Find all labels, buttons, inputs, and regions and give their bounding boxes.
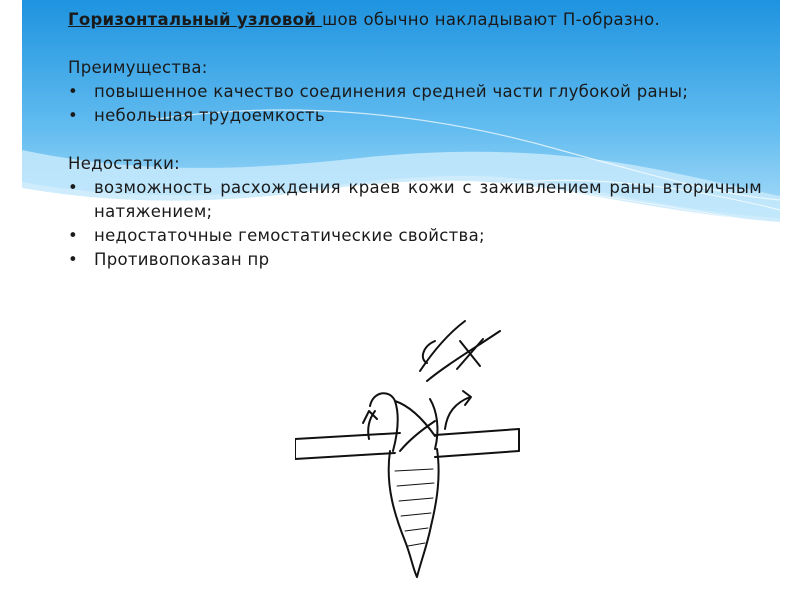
advantages-list [68, 80, 762, 128]
list-item [68, 176, 762, 224]
list-item [68, 224, 762, 248]
needle-thread [420, 321, 500, 381]
disadvantages-list [68, 176, 762, 272]
thread-crossing [395, 401, 435, 451]
suture-illustration [295, 311, 523, 581]
suture-loop-left [370, 393, 398, 451]
list-item-text: повышенное качество соединения средней части глубокой раны; [94, 82, 689, 101]
list-item-text: Противопоказан пр [94, 250, 270, 269]
suture-illustration-icon [295, 311, 523, 581]
intro-paragraph [68, 8, 762, 32]
intro-text: шов обычно накладывают П-образно. [322, 10, 661, 29]
list-item [68, 104, 762, 128]
arrow-right [445, 391, 471, 429]
list-item-text: возможность расхождения краев кожи с заживлением раны вторичным натяжением; [94, 178, 762, 221]
skin-band-left [295, 433, 400, 459]
skin-band-right [435, 429, 519, 457]
suture-term: Горизонтальный узловой [68, 10, 323, 29]
bullet-dot: • [68, 178, 79, 197]
list-item-text: небольшая трудоемкость [94, 106, 325, 125]
bullet-dot: • [68, 226, 79, 245]
list-item-text: недостаточные гемостатические свойства; [94, 226, 485, 245]
disadvantages-heading: Недостатки: [68, 154, 181, 173]
bullet-dot: • [68, 250, 79, 269]
bullet-dot: • [68, 82, 79, 101]
bullet-dot: • [68, 106, 79, 125]
list-item [68, 248, 762, 272]
slide-text [68, 8, 762, 296]
list-item [68, 80, 762, 104]
advantages-heading: Преимущества: [68, 58, 208, 77]
thread-x [457, 339, 483, 369]
